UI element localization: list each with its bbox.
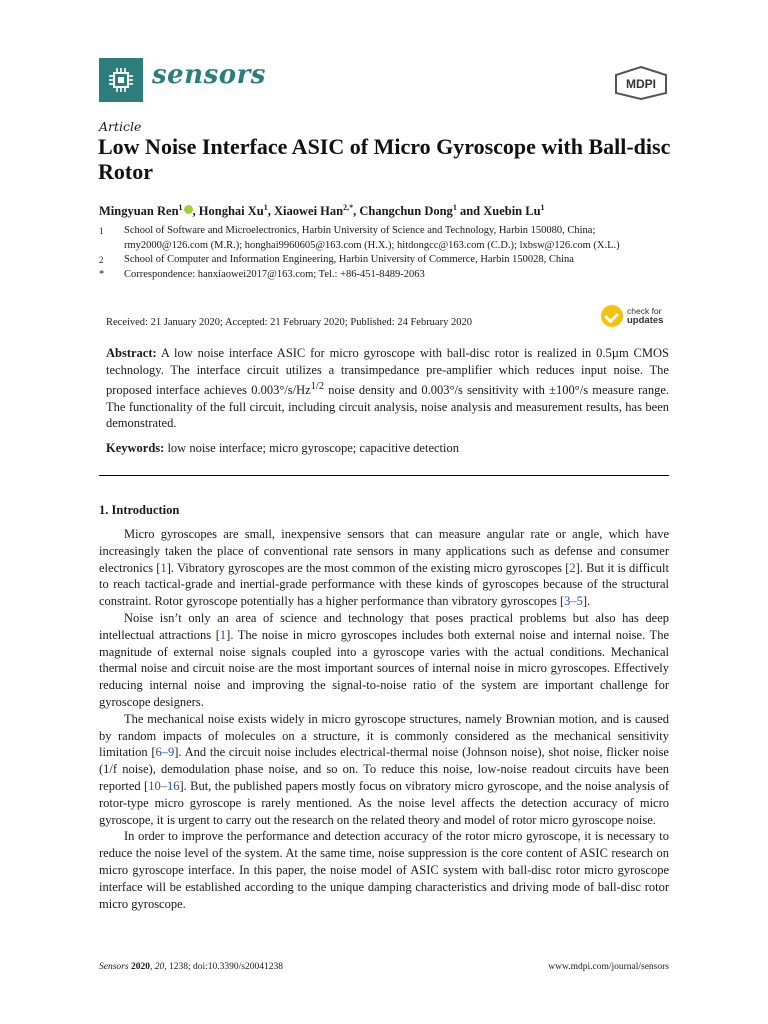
footer-journal: Sensors [99, 962, 129, 972]
footer-journal-url[interactable]: www.mdpi.com/journal/sensors [548, 962, 669, 972]
footer-citation: Sensors 2020, 20, 1238; doi:10.3390/s20041238 [99, 962, 283, 972]
author-name[interactable]: Changchun Dong [359, 204, 453, 219]
abstract [106, 345, 669, 432]
paragraph: In order to improve the performance and detection accuracy of the rotor micro gyroscope, it is necessary to reduce the noise level of the system. At the same time, noise suppression is the core content of ASIC research on micro gyroscope interface. In this paper, the noise model of ASIC system with ball-disc rotor micro gyroscope interface will be established according to the unique damping characteristics and driving mode of ball-disc rotor micro gyroscope. [99, 829, 669, 911]
author-name[interactable]: Xuebin Lu [483, 204, 541, 219]
check-updates-label [627, 307, 663, 325]
author-name[interactable]: Xiaowei Han [274, 204, 344, 219]
citation-link[interactable]: 1 [160, 560, 167, 575]
author-name[interactable]: Mingyuan Ren [99, 204, 179, 219]
check-updates-line1: check for [627, 306, 662, 316]
paper-title: Low Noise Interface ASIC of Micro Gyroscope with Ball-disc Rotor [98, 134, 671, 184]
check-updates-icon [601, 305, 623, 327]
citation-link[interactable]: 10–16 [148, 778, 180, 793]
citation-link[interactable]: 1 [219, 627, 227, 642]
abstract-text-cont: noise density and 0.003°/s sensitivity with ±100°/s measure range. The functionality of the full circuit, including circuit analysis, noise analysis and measurement results, has been demonstrated. [106, 382, 670, 431]
abstract-label: Abstract: [106, 346, 157, 360]
author-affil-sup: 1 [540, 203, 545, 212]
paragraph: Micro gyroscopes are small, inexpensive sensors that can measure angular rate or angle, which have increasingly taken the place of conventional rate sensors in many applications such as defense and consumer electronics [1]. Vibratory gyroscopes are the most common of the existing micro gyroscopes [2]. But it is difficult to reach tactical-grade and inertial-grade performance with these kinds of gyroscopes because of the structural constraint. Rotor gyroscope potentially has a higher performance than vibratory gyroscopes [3–5]. [99, 527, 669, 609]
mdpi-logo[interactable] [613, 66, 669, 100]
author-name[interactable]: Honghai Xu [198, 204, 264, 219]
check-updates-line2: updates [627, 315, 664, 326]
footer-year: 2020 [130, 962, 150, 972]
chip-icon [106, 65, 136, 95]
abstract-text: A low noise interface ASIC for micro gyroscope with ball-disc rotor is realized in 0.5µm CMOS technology. The interface circuit utilizes a transimpedance pre-amplifier which reduces input noise. The proposed interface achieves 0.003°/s/Hz [106, 346, 669, 397]
keywords-label: Keywords: [106, 441, 165, 455]
correspondence-text[interactable]: Correspondence: hanxiaowei2017@163.com; Tel.: +86-451-8489-2063 [124, 268, 425, 280]
article-type: Article [99, 119, 142, 134]
affiliation-item [99, 253, 669, 268]
citation-link[interactable]: 6–9 [155, 745, 175, 760]
publication-dates: Received: 21 January 2020; Accepted: 21 February 2020; Published: 24 February 2020 [106, 317, 472, 328]
keywords-text: low noise interface; micro gyroscope; capacitive detection [167, 441, 459, 455]
author-affil-sup: 1 [263, 203, 268, 212]
journal-name[interactable]: sensors [152, 60, 266, 90]
abstract-sup: 1/2 [310, 380, 325, 392]
orcid-icon[interactable] [184, 205, 193, 214]
mdpi-logo-text: MDPI [626, 77, 656, 91]
footer-doi[interactable]: , 1238; doi:10.3390/s20041238 [164, 962, 283, 972]
correspondence-item [99, 268, 669, 283]
affiliation-text: School of Software and Microelectronics, Harbin University of Science and Technology, Harbin 150080, China; rmy2000@126.com (M.R.); honghai9960605@163.com (H.X.); hitdongcc@163.com (C.D.); lxbsw@126.com (X.L.) [124, 225, 620, 251]
check-for-updates-badge[interactable] [601, 305, 663, 327]
affiliation-text: School of Computer and Information Engineering, Harbin University of Commerce, Harbin 150028, China [124, 254, 574, 266]
affiliation-number: 1 [99, 226, 104, 236]
affiliation-number: 2 [99, 255, 104, 266]
footer-volume: 20 [154, 962, 165, 972]
section-divider [99, 475, 669, 476]
affiliation-item [99, 224, 669, 253]
citation-link[interactable]: 2 [569, 560, 576, 575]
paragraph: Noise isn’t only an area of science and technology that poses practical problems but also has deep intellectual attractions [1]. The noise in micro gyroscopes includes both external noise and internal noise. The magnitude of external noise signals coupled into a gyroscope varies with the actual conditions. Mechanical thermal noise and circuit noise are the most important sources of internal noise in micro gyroscopes. Effectively reducing internal noise and improving the signal-to-noise ratio of the system are important challenge for gyroscope designers. [99, 610, 669, 709]
section-heading: 1. Introduction [99, 503, 180, 517]
author-affil-sup: 1 [452, 203, 457, 212]
author-list: Mingyuan Ren$^1$ , Honghai Xu$^1$, Xiaowei Han$^{2,*}$, Changchun Dong$^1$ and Xuebin Lu$^1$ [99, 203, 545, 219]
paragraph: The mechanical noise exists widely in micro gyroscope structures, namely Brownian motion, and is caused by random impacts of molecules on a structure, it is commonly considered as the mechanical sensitivity limitation [6–9]. And the circuit noise includes electrical-thermal noise (Johnson noise), shot noise, flicker noise (1/f noise), demodulation phase noise, and so on. To reduce this noise, low-noise readout circuits have been reported [10–16]. But, the published papers mostly focus on vibratory micro gyroscope, and the noise analysis of rotor-type micro gyroscope is rarely mentioned. As the noise level affects the detection accuracy of micro gyroscope, it is urgent to carry out the research on the related theory and model of rotor micro gyroscope noise. [99, 711, 669, 827]
section-body [99, 526, 669, 912]
journal-logo[interactable] [99, 58, 143, 102]
author-affil-sup: 2,* [343, 203, 354, 212]
affiliations [99, 224, 669, 282]
keywords [106, 441, 669, 456]
citation-link[interactable]: 3–5 [564, 594, 583, 609]
author-affil-sup: 1 [178, 203, 183, 212]
affiliation-number: * [99, 268, 105, 280]
